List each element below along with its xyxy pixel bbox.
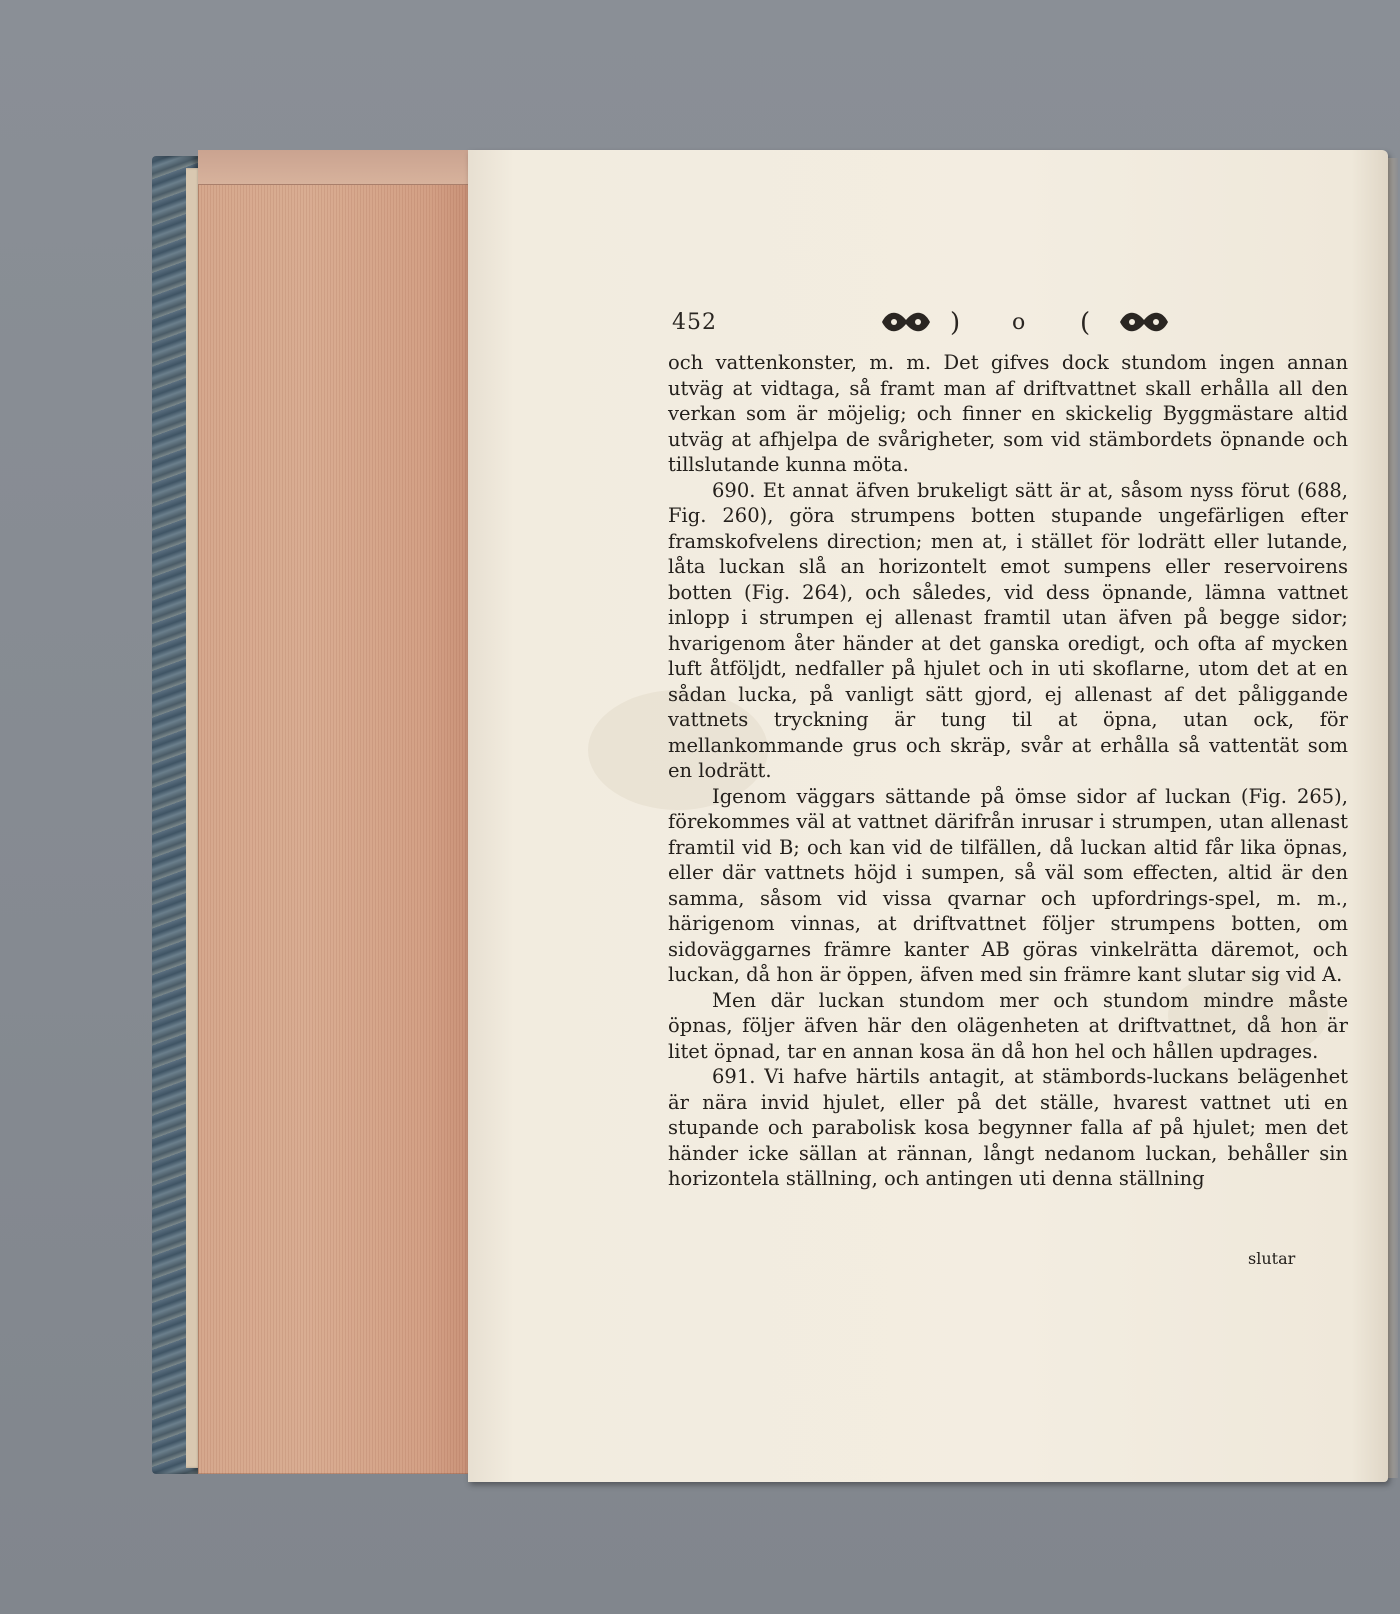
paragraph: 691. Vi hafve härtils antagit, at stämbords-luckans belägenhet är nära invid hjulet, eller på det ställe, hvarest vattnet uti en stupande och parabolisk kosa begynner falla af på hjulet; men det händer icke sällan at rännan, långt nedanom luckan, behåller sin horizontela ställning, och antingen uti denna ställning <box>668 1065 1348 1190</box>
ornament-icon <box>878 308 934 336</box>
ornament-icon <box>1116 308 1172 336</box>
paragraph: 690. Et annat äfven brukeligt sätt är at, såsom nyss förut (688, Fig. 260), göra strumpens botten stupande ungefärligen efter framskofvelens direction; men at, i stället för lodrätt eller lutande, låta luckan slå an horizontelt emot sumpens eller reservoirens botten (Fig. 264), och således, vid dess öpnande, lämna vattnet inlopp i strumpen ej allenast framtil utan äfven på begge sidor; hvarigenom åter händer at det ganska oredigt, och ofta af mycken luft åtföljdt, nedfaller på hjulet och in uti skoflarne, utom det at en sådan lucka, på vanligt sätt gjord, ej allenast af det påliggande vattnets tryckning är tung til at öpna, utan ock, för mellankommande grus och skräp, svår at erhålla så vattentät som en lodrätt. <box>668 478 1348 782</box>
page-stack <box>198 150 470 1474</box>
catchword: slutar <box>1248 1249 1296 1268</box>
page-body-text <box>668 350 1348 1192</box>
header-paren-open: ( <box>1080 308 1091 338</box>
paragraph: Igenom väggars sättande på ömse sidor af luckan (Fig. 265), förekommes väl at vattnet därifrån inrusar i strumpen, utan allenast framtil vid B; och kan vid de tilfällen, då luckan altid får lika öpnas, eller där vattnets höjd i sumpen, så väl som effecten, altid är den samma, såsom vid vissa qvarnar och upfordrings-spel, m. m., härigenom vinnas, at driftvattnet följer strumpens botten, om sidoväggarnes främre kanter AB göras vinkelrätta däremot, och luckan, då hon är öppen, äfven med sin främre kant slutar sig vid A. <box>668 784 1348 986</box>
page-number: 452 <box>672 310 717 335</box>
header-paren-close: ) <box>950 308 961 338</box>
paragraph: Men där luckan stundom mer och stundom mindre måste öpnas, följer äfven här den olägenheten at driftvattnet, då hon är litet öpnad, tar en annan kosa än då hon hel och hållen updrages. <box>668 988 1348 1063</box>
header-center-mark: o <box>1012 310 1026 335</box>
page-stack-top <box>198 150 470 185</box>
paragraph: och vattenkonster, m. m. Det gifves dock stundom ingen annan utväg at vidtaga, så framt man af driftvattnet skall erhålla all den verkan som är möjelig; och finner en skickelig Byggmästare altid utväg at afhjelpa de svårigheter, som vid stämbordets öpnande och tillslutande kunna möta. <box>668 351 1348 476</box>
running-header <box>672 308 1372 344</box>
